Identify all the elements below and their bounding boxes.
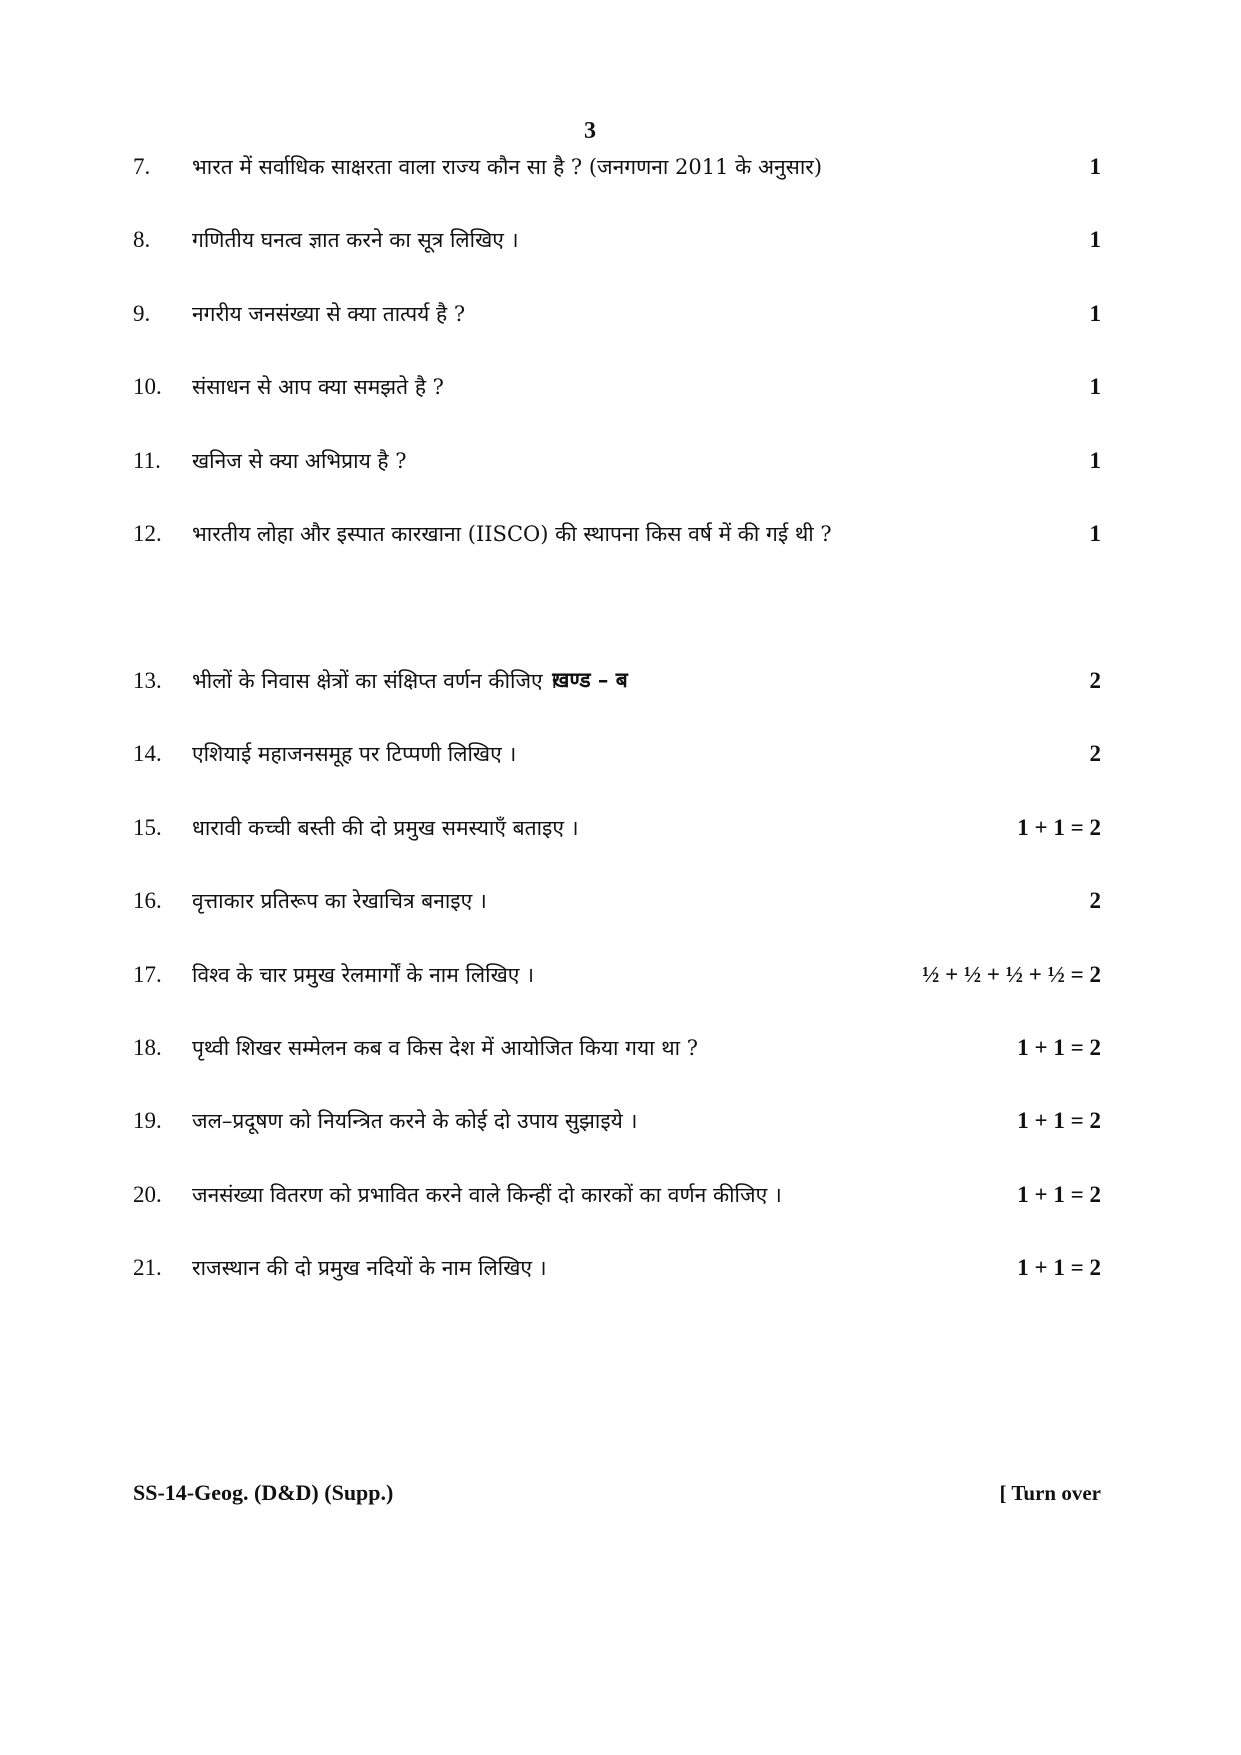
question-text: भीलों के निवास क्षेत्रों का संक्षिप्त वर्णन कीजिए । [192, 669, 558, 693]
question-11 [0, 444, 1241, 478]
question-number: 21. [133, 1255, 162, 1280]
question-text: विश्व के चार प्रमुख रेलमार्गों के नाम लिखिए । [192, 963, 535, 987]
question-number: 9. [133, 301, 151, 326]
question-9 [0, 297, 1241, 331]
question-number: 8. [133, 227, 151, 252]
question-text: संसाधन से आप क्या समझते है ? [192, 375, 444, 399]
question-number: 14. [133, 741, 162, 766]
question-text: धारावी कच्ची बस्ती की दो प्रमुख समस्याएँ बताइए । [192, 816, 579, 840]
question-marks: 1 [1089, 227, 1101, 252]
question-text: खनिज से क्या अभिप्राय है ? [192, 449, 407, 473]
question-text: राजस्थान की दो प्रमुख नदियों के नाम लिखिए । [192, 1256, 547, 1280]
question-number: 12. [133, 521, 162, 546]
question-marks: 1 [1089, 521, 1101, 546]
question-number: 15. [133, 815, 162, 840]
question-number: 16. [133, 888, 162, 913]
question-number: 7. [133, 154, 151, 179]
question-17 [0, 958, 1241, 992]
question-10 [0, 370, 1241, 404]
question-number: 10. [133, 374, 162, 399]
question-7 [0, 150, 1241, 184]
question-text: पृथ्वी शिखर सम्मेलन कब व किस देश में आयोजित किया गया था ? [192, 1036, 699, 1060]
question-marks: 1 + 1 = 2 [1017, 815, 1101, 840]
page-number: 3 [584, 118, 596, 144]
question-number: 18. [133, 1035, 162, 1060]
question-text: जनसंख्या वितरण को प्रभावित करने वाले किन्हीं दो कारकों का वर्णन कीजिए । [192, 1183, 782, 1207]
section-heading: खण्ड – ब [552, 667, 628, 692]
question-21 [0, 1251, 1241, 1285]
question-marks: 1 + 1 = 2 [1017, 1108, 1101, 1133]
question-number: 13. [133, 668, 162, 693]
question-16 [0, 884, 1241, 918]
question-marks: 1 [1089, 448, 1101, 473]
question-15 [0, 811, 1241, 845]
question-19 [0, 1104, 1241, 1138]
question-marks: 1 + 1 = 2 [1017, 1255, 1101, 1280]
question-20 [0, 1178, 1241, 1212]
question-number: 11. [133, 448, 161, 473]
question-text: भारतीय लोहा और इस्पात कारखाना (IISCO) की स्थापना किस वर्ष में की गई थी ? [192, 522, 832, 546]
question-marks: 2 [1089, 668, 1101, 693]
question-14 [0, 737, 1241, 771]
question-number: 20. [133, 1182, 162, 1207]
question-marks: 1 + 1 = 2 [1017, 1182, 1101, 1207]
question-marks: 1 [1089, 301, 1101, 326]
question-text: गणितीय घनत्व ज्ञात करने का सूत्र लिखिए । [192, 228, 519, 252]
question-marks: 2 [1089, 888, 1101, 913]
question-marks: 1 [1089, 154, 1101, 179]
question-marks: 2 [1089, 741, 1101, 766]
question-text: एशियाई महाजनसमूह पर टिप्पणी लिखिए । [192, 742, 517, 766]
question-text: वृत्ताकार प्रतिरूप का रेखाचित्र बनाइए । [192, 889, 487, 913]
question-marks: 1 [1089, 374, 1101, 399]
paper-code: SS-14-Geog. (D&D) (Supp.) [133, 1480, 394, 1505]
question-text: भारत में सर्वाधिक साक्षरता वाला राज्य कौन सा है ? (जनगणना 2011 के अनुसार) [192, 155, 823, 179]
question-text: नगरीय जनसंख्या से क्या तात्पर्य है ? [192, 302, 466, 326]
question-text: जल–प्रदूषण को नियन्त्रित करने के कोई दो उपाय सुझाइये । [192, 1109, 638, 1133]
question-8 [0, 223, 1241, 257]
question-13 [0, 664, 1241, 698]
question-number: 17. [133, 962, 162, 987]
question-number: 19. [133, 1108, 162, 1133]
question-marks: ½ + ½ + ½ + ½ = 2 [922, 962, 1101, 987]
question-18 [0, 1031, 1241, 1065]
question-marks: 1 + 1 = 2 [1017, 1035, 1101, 1060]
question-12 [0, 517, 1241, 551]
turn-over-note: [ Turn over [999, 1481, 1101, 1505]
